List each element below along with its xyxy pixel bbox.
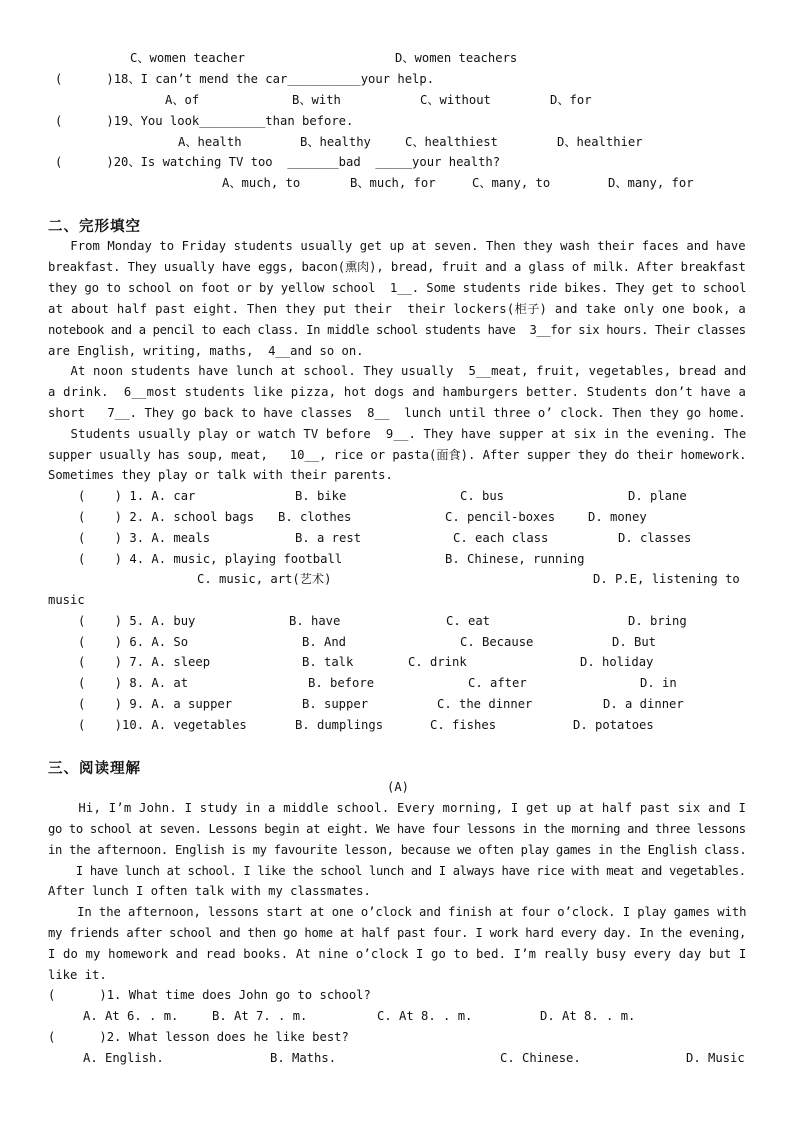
cloze-question[interactable]: ( ) 7. A. sleep [78,655,211,669]
cloze-line: supper usually has soup, meat, 10__, rice or pasta(面食). After supper they do their homework. [48,448,747,462]
cloze-line: at about half past eight. Then they put their their lockers(柜子) and take only one book, a [48,302,747,316]
cloze-option: B. a rest [295,531,362,545]
cloze-option: C. the dinner [437,697,533,711]
reading-question-1[interactable]: ( )1. What time does John go to school? [48,988,371,1002]
mc20-option-d: D、many, for [608,176,694,190]
cloze-line: short 7__. They go back to have classes 8__ lunch until three o’ clock. Then they go home. [48,406,746,420]
cloze-option: C. each class [453,531,549,545]
reading-line: my friends after school and then go home at half past four. I work hard every day. In the evening, [48,926,747,940]
cloze-option: D. P.E, listening to [593,572,740,586]
q2-option-d: D. Music [686,1051,745,1065]
cloze-line: Sometimes they play or talk with their parents. [48,468,393,482]
cloze-option: B. talk [302,655,354,669]
cloze-question[interactable]: ( ) 9. A. a supper [78,697,233,711]
cloze-option: D. plane [628,489,687,503]
cloze-question[interactable]: ( ) 1. A. car [78,489,196,503]
q1-option-c: C. At 8. . m. [377,1009,473,1023]
reading-line: After lunch I often talk with my classmates. [48,884,371,898]
mc18-option-a: A、of [165,93,200,107]
mc19-option-a: A、health [178,135,242,149]
cloze-line: breakfast. They usually have eggs, bacon(熏肉), bread, fruit and a glass of milk. After breakfast [48,260,746,274]
cloze-question[interactable]: ( ) 8. A. at [78,676,189,690]
reading-line: I have lunch at school. I like the school lunch and I always have rice with meat and vegetables. [48,864,746,878]
cloze-option: D. holiday [580,655,654,669]
cloze-line: are English, writing, maths, 4__and so on. [48,344,364,358]
mc20-stem: ( )20、Is watching TV too _______bad _____your health? [55,155,501,169]
cloze-option: C. after [468,676,527,690]
q1-option-a: A. At 6. . m. [83,1009,179,1023]
reading-question-2[interactable]: ( )2. What lesson does he like best? [48,1030,349,1044]
q2-option-a: A. English. [83,1051,164,1065]
reading-line: in the afternoon. English is my favourite lesson, because we often play games in the English class. [48,843,747,857]
cloze-line: notebook and a pencil to each class. In middle school students have 3__for six hours. Their classes [48,323,746,337]
cloze-option: B. And [302,635,347,649]
cloze-option: D. a dinner [603,697,684,711]
q2-option-b: B. Maths. [270,1051,337,1065]
cloze-line: From Monday to Friday students usually get up at seven. Then they wash their faces and have [48,239,746,253]
cloze-option: C. Because [460,635,534,649]
mc20-option-b: B、much, for [350,176,436,190]
cloze-option: D. in [640,676,677,690]
reading-line: In the afternoon, lessons start at one o’clock and finish at four o’clock. I play games with [48,905,747,919]
cloze-option: B. bike [295,489,347,503]
cloze-option: C. bus [460,489,505,503]
cloze-option: B. supper [302,697,369,711]
cloze-option: B. have [289,614,341,628]
mc20-option-a: A、much, to [222,176,301,190]
cloze-option: D. But [612,635,657,649]
mc19-option-b: B、healthy [300,135,371,149]
mc19-option-c: C、healthiest [405,135,498,149]
cloze-option: C. pencil-boxes [445,510,556,524]
cloze-question[interactable]: ( ) 6. A. So [78,635,189,649]
cloze-question[interactable]: ( )10. A. vegetables [78,718,247,732]
cloze-option: B. dumplings [295,718,384,732]
cloze-line: a drink. 6__most students like pizza, hot dogs and hamburgers better. Students don’t have a [48,385,747,399]
cloze-option: D. bring [628,614,687,628]
cloze-line: Students usually play or watch TV before 9__. They have supper at six in the evening. The [48,427,747,441]
cloze-option: B. before [308,676,375,690]
reading-line: I do my homework and read books. At nine o’clock I go to bed. I’m really busy every day but I [48,947,747,961]
cloze-option: C. music, art(艺术) [197,572,332,586]
passage-label: (A) [387,780,410,794]
reading-line: go to school at seven. Lessons begin at eight. We have four lessons in the morning and three lessons [48,822,746,836]
reading-line: Hi, I’m John. I study in a middle school. Every morning, I get up at half past six and I [48,801,747,815]
mc17-option-d: D、women teachers [395,51,518,65]
cloze-option: C. drink [408,655,467,669]
cloze-option: D. potatoes [573,718,654,732]
cloze-option: D. classes [618,531,692,545]
cloze-option: C. eat [446,614,491,628]
mc20-option-c: C、many, to [472,176,551,190]
answer-paren[interactable]: ( ) [55,155,114,169]
cloze-line: At noon students have lunch at school. They usually 5__meat, fruit, vegetables, bread and [48,364,747,378]
mc18-option-d: D、for [550,93,592,107]
mc18-option-c: C、without [420,93,491,107]
cloze-option: D. money [588,510,647,524]
q2-option-c: C. Chinese. [500,1051,581,1065]
cloze-question[interactable]: ( ) 2. A. school bags [78,510,255,524]
cloze-option-wrap: music [48,593,85,607]
q1-option-d: D. At 8. . m. [540,1009,636,1023]
cloze-option: B. clothes [278,510,352,524]
cloze-option: B. Chinese, running [445,552,585,566]
cloze-option: C. fishes [430,718,497,732]
mc19-option-d: D、healthier [557,135,643,149]
reading-line: like it. [48,968,107,982]
section2-heading: 二、完形填空 [48,219,141,235]
cloze-line: they go to school on foot or by yellow school 1__. Some students ride bikes. They get to school [48,281,747,295]
mc18-option-b: B、with [292,93,341,107]
cloze-question[interactable]: ( ) 4. A. music, playing football [78,552,343,566]
cloze-question[interactable]: ( ) 3. A. meals [78,531,211,545]
answer-paren[interactable]: ( ) [55,114,114,128]
cloze-question[interactable]: ( ) 5. A. buy [78,614,196,628]
mc19-stem: ( )19、You look_________than before. [55,114,354,128]
mc17-option-c: C、women teacher [130,51,245,65]
mc18-stem: ( )18、I can’t mend the car__________your help. [55,72,435,86]
answer-paren[interactable]: ( ) [55,72,114,86]
q1-option-b: B. At 7. . m. [212,1009,308,1023]
section3-heading: 三、阅读理解 [48,761,141,777]
